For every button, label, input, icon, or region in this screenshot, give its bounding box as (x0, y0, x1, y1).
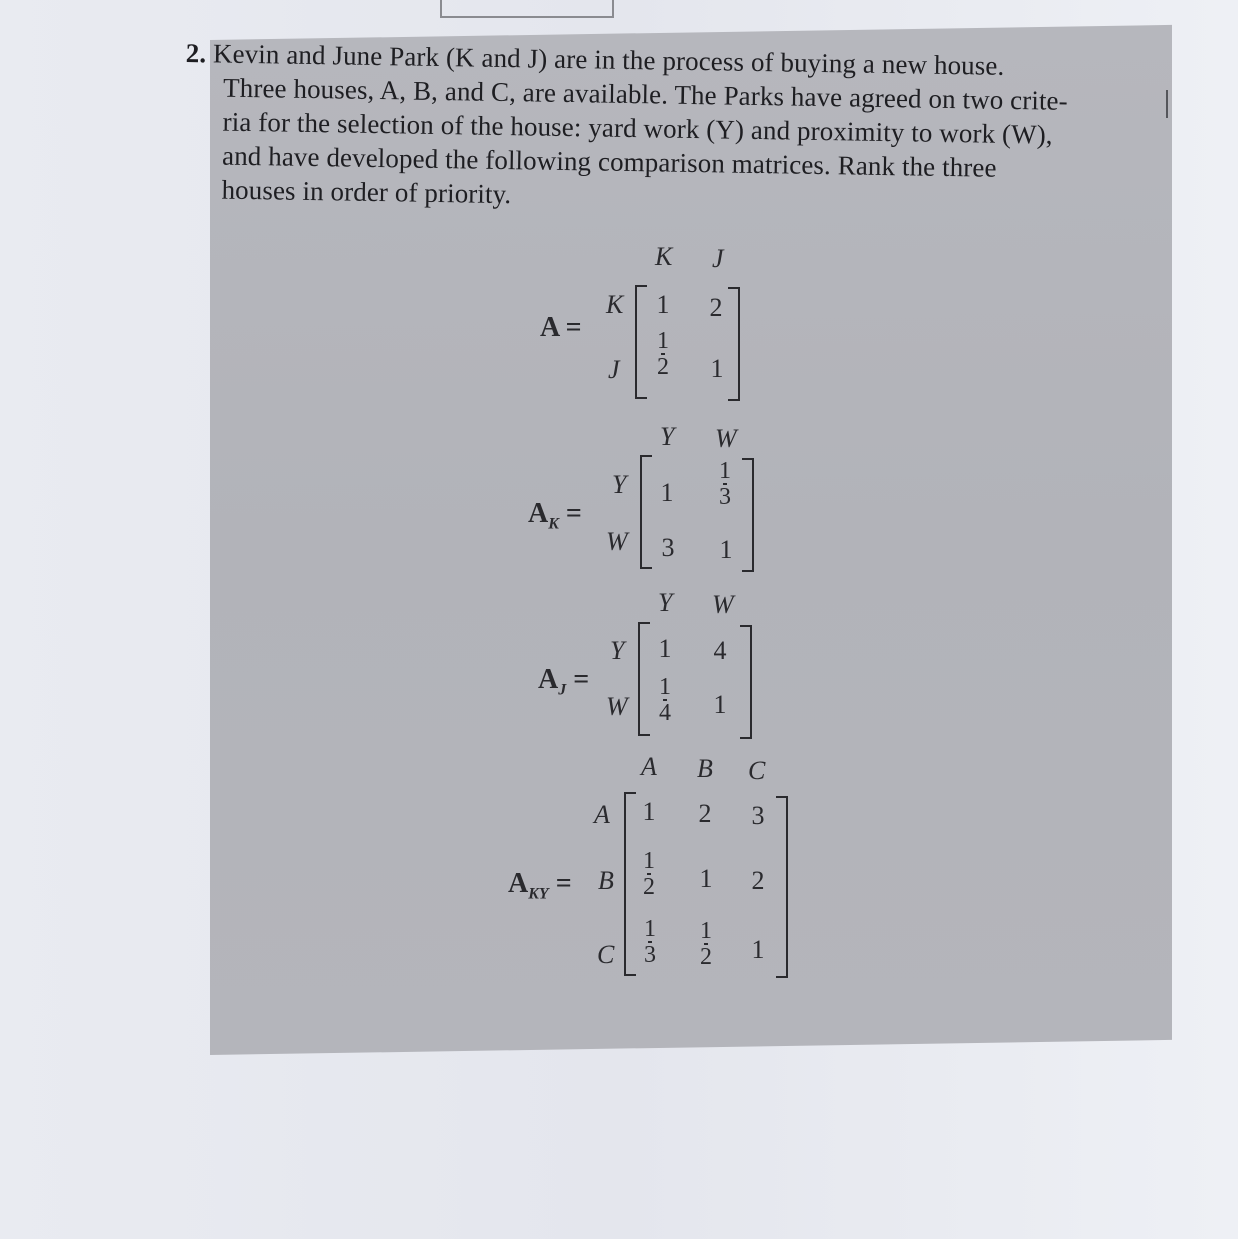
matrix-aky-col-header: B (697, 754, 713, 783)
matrix-a-cell: 1 (710, 354, 724, 383)
margin-mark (1166, 90, 1168, 118)
matrix-aky-cell-fraction: $\frac{1}{2}$ (643, 848, 655, 900)
matrix-ak-cell: 1 (719, 535, 733, 564)
matrix-aj-cell: 1 (658, 634, 672, 663)
problem-line-5: houses in order of priority. (221, 174, 512, 210)
matrix-ak-row-label: Y (612, 470, 627, 499)
matrix-aky-cell-fraction: $\frac{1}{3}$ (644, 916, 656, 968)
problem-statement (183, 36, 1154, 221)
matrix-aj-cell-fraction: $\frac{1}{4}$ (659, 674, 671, 726)
matrix-aky-cell: 2 (751, 866, 765, 895)
matrix-aky-cell: 2 (698, 799, 712, 828)
matrix-aky-cell: 3 (751, 801, 765, 830)
matrix-aj-label: $A_J$ = (538, 664, 590, 699)
matrix-a-cell: 2 (709, 293, 723, 322)
matrix-aky-cell-fraction: $\frac{1}{2}$ (700, 918, 712, 970)
matrix-ak-col-header: W (715, 424, 737, 453)
matrix-aj-row-label: W (606, 692, 628, 721)
matrix-a-col-header: J (712, 244, 724, 273)
problem-line-1: 2. Kevin and June Park (K and J) are in the process of buying a new house. (185, 37, 1005, 81)
matrix-aj-col-header: W (712, 590, 734, 619)
matrix-a-row-label: K (606, 290, 624, 319)
matrix-aky-col-header: C (748, 756, 766, 785)
matrix-aj-cell: 1 (713, 690, 727, 719)
problem-line-2: Three houses, A, B, and C, are available. The Parks have agreed on two crite- (222, 72, 1068, 116)
matrix-a-cell-fraction: $\frac{1}{2}$ (657, 328, 669, 380)
matrix-ak-cell-fraction: $\frac{1}{3}$ (719, 458, 731, 510)
matrix-ak-col-header: Y (660, 422, 675, 451)
matrix-aky-cell: 1 (642, 797, 656, 826)
previous-matrix-bracket (440, 0, 614, 18)
matrix-aky-cell: 1 (751, 935, 765, 964)
matrix-aky-cell: 1 (699, 864, 713, 893)
matrix-ak-label: $A_K$ = (528, 498, 582, 533)
matrix-aj-right-bracket (740, 625, 752, 739)
matrix-aky-row-label: C (597, 940, 615, 969)
matrix-aky-row-label: A (594, 800, 610, 829)
matrix-ak-cell: 1 (660, 478, 674, 507)
problem-number: 2. (185, 37, 207, 69)
matrix-a-row-label: J (608, 355, 620, 384)
matrix-aj-row-label: Y (610, 636, 625, 665)
matrix-ak-cell: 3 (661, 533, 675, 562)
matrix-aky-row-label: B (598, 866, 614, 895)
problem-line-4: and have developed the following comparison matrices. Rank the three (221, 140, 997, 183)
problem-line-3: ria for the selection of the house: yard work (Y) and proximity to work (W), (222, 106, 1053, 150)
matrix-aky-label: $A_{KY}$ = (508, 868, 572, 903)
matrix-aky-col-header: A (641, 752, 657, 781)
matrix-a-label: A = (540, 312, 582, 343)
matrix-a-cell: 1 (656, 290, 670, 319)
matrix-a-col-header: K (655, 242, 673, 271)
matrix-aj-col-header: Y (658, 588, 673, 617)
matrix-aj-cell: 4 (713, 636, 727, 665)
matrix-ak-row-label: W (606, 527, 628, 556)
